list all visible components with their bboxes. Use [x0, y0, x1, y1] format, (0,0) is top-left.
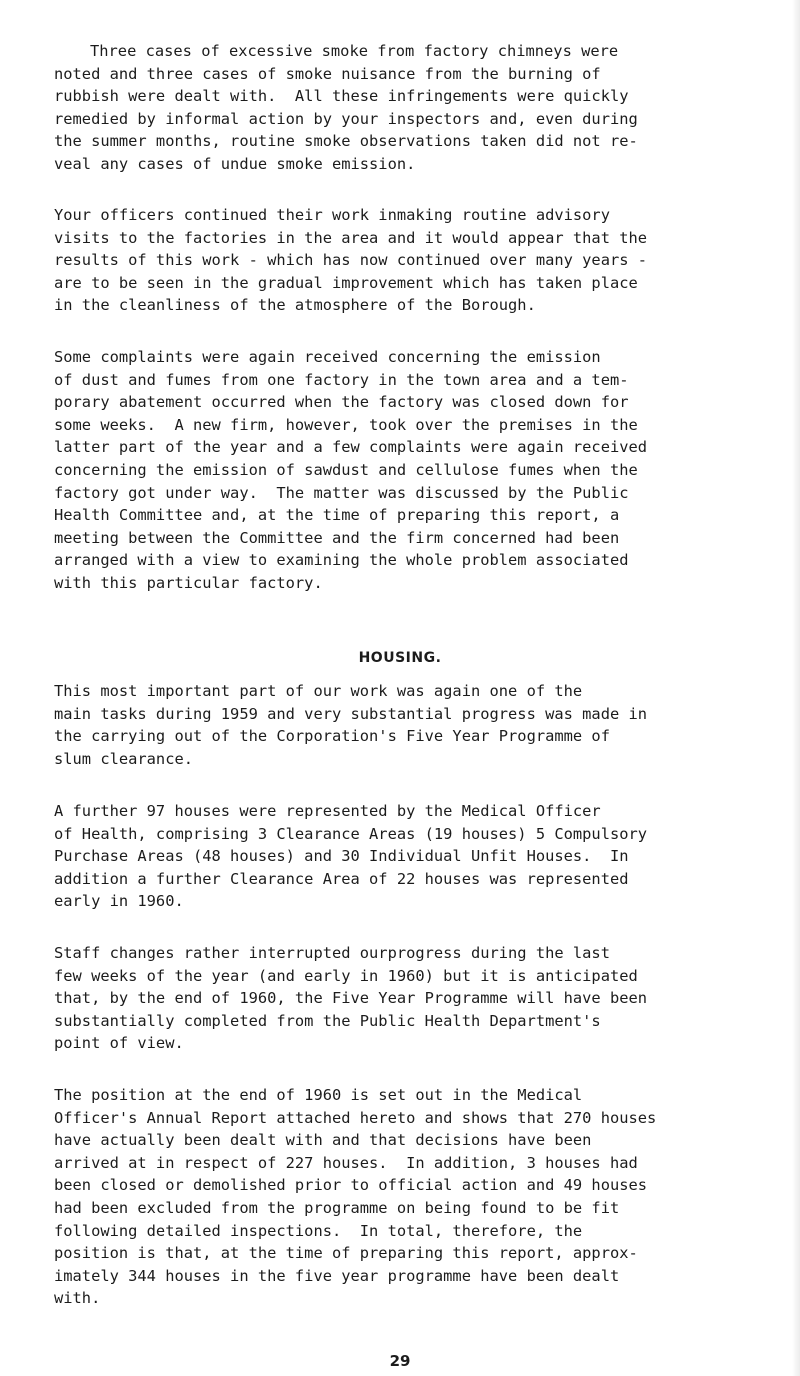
text-line: imately 344 houses in the five year programme have been dealt: [54, 1266, 620, 1285]
text-line: Officer's Annual Report attached hereto and shows that 270 houses: [54, 1108, 657, 1127]
text-line: in the cleanliness of the atmosphere of the Borough.: [54, 296, 536, 315]
text-line: veal any cases of undue smoke emission.: [54, 154, 416, 173]
text-line: main tasks during 1959 and very substantial progress was made in: [54, 704, 648, 723]
text-line: have actually been dealt with and that decisions have been: [54, 1131, 592, 1150]
section-heading: HOUSING.: [358, 650, 442, 666]
text-line: Health Committee and, at the time of preparing this report, a: [54, 506, 620, 525]
text-line: remedied by informal action by your inspectors and, even during: [54, 109, 638, 128]
text-line: noted and three cases of smoke nuisance from the burning of: [54, 64, 601, 83]
page-number: 29: [389, 1352, 411, 1370]
text-line: following detailed inspections. In total, therefore, the: [54, 1221, 583, 1240]
text-line: had been excluded from the programme on being found to be fit: [54, 1198, 620, 1217]
paragraph-position-1960: [54, 1084, 770, 1310]
text-line: with.: [54, 1289, 101, 1308]
text-line: Your officers continued their work inmaking routine advisory: [54, 206, 610, 224]
text-line: meeting between the Committee and the firm concerned had been: [54, 528, 620, 547]
paragraph-dust-complaints: [54, 346, 770, 595]
text-line: visits to the factories in the area and it would appear that the: [54, 228, 648, 247]
text-line: porary abatement occurred when the factory was closed down for: [54, 393, 629, 412]
text-line: with this particular factory.: [54, 573, 323, 592]
paragraph-staff-changes: [54, 942, 770, 1055]
text-line: some weeks. A new firm, however, took over the premises in the: [54, 415, 638, 434]
text-line: the carrying out of the Corporation's Five Year Programme of: [54, 727, 610, 746]
text-line: point of view.: [54, 1034, 184, 1053]
text-line: addition a further Clearance Area of 22 houses was represented: [54, 869, 629, 888]
text-line: concerning the emission of sawdust and cellulose fumes when the: [54, 460, 638, 479]
text-line: The position at the end of 1960 is set out in the Medical: [54, 1086, 583, 1104]
text-line: of dust and fumes from one factory in the town area and a tem-: [54, 370, 629, 389]
text-line: are to be seen in the gradual improvement which has taken place: [54, 273, 638, 292]
text-line: arranged with a view to examining the whole problem associated: [54, 551, 629, 570]
paragraph-housing-progress: [54, 680, 770, 770]
text-line: Staff changes rather interrupted ourprogress during the last: [54, 944, 610, 962]
text-line: slum clearance.: [54, 749, 193, 768]
text-line: the summer months, routine smoke observations taken did not re-: [54, 132, 638, 151]
text-line: of Health, comprising 3 Clearance Areas (19 houses) 5 Compulsory: [54, 824, 648, 843]
text-line: Some complaints were again received concerning the emission: [54, 348, 601, 366]
text-line: rubbish were dealt with. All these infringements were quickly: [54, 87, 629, 106]
text-line: This most important part of our work was again one of the: [54, 682, 583, 700]
paragraph-smoke-cases: [54, 40, 770, 176]
page-edge-shadow: [792, 0, 800, 1376]
text-line: A further 97 houses were represented by the Medical Officer: [54, 802, 601, 820]
text-line: Purchase Areas (48 houses) and 30 Individual Unfit Houses. In: [54, 847, 629, 866]
paragraph-houses-represented: [54, 800, 770, 913]
text-line: substantially completed from the Public Health Department's: [54, 1011, 601, 1030]
text-line: been closed or demolished prior to official action and 49 houses: [54, 1176, 648, 1195]
text-line: position is that, at the time of preparing this report, approx-: [54, 1244, 638, 1263]
text-line: that, by the end of 1960, the Five Year Programme will have been: [54, 989, 648, 1008]
text-line: factory got under way. The matter was discussed by the Public: [54, 483, 629, 502]
text-line: few weeks of the year (and early in 1960) but it is anticipated: [54, 966, 638, 985]
text-line: results of this work - which has now continued over many years -: [54, 251, 648, 270]
text-line: arrived at in respect of 227 houses. In addition, 3 houses had: [54, 1153, 638, 1172]
text-line: latter part of the year and a few complaints were again received: [54, 438, 648, 457]
paragraph-advisory-visits: [54, 204, 770, 317]
text-line: Three cases of excessive smoke from factory chimneys were: [90, 42, 619, 60]
text-line: early in 1960.: [54, 892, 184, 911]
